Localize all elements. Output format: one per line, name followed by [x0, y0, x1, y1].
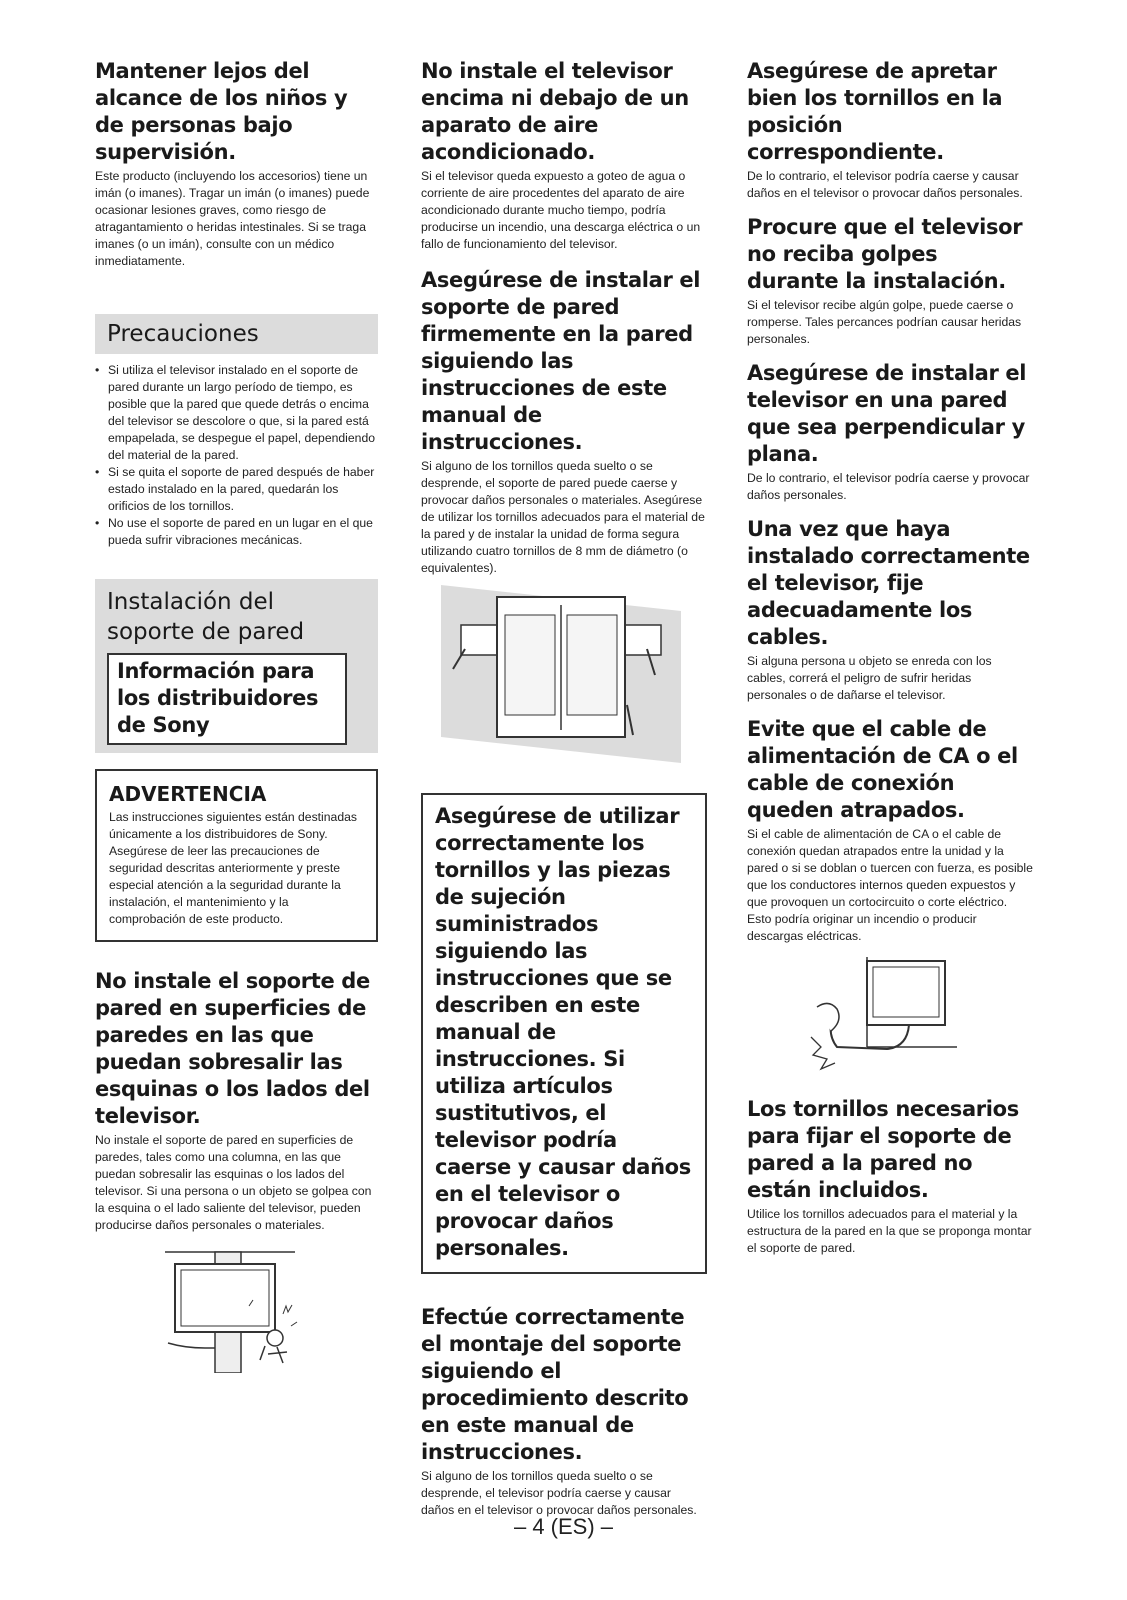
- body-screws-not-included: Utilice los tornillos adecuados para el material y la estructura de la pared en la que se proponga montar el soporte de pared.: [747, 1207, 1032, 1255]
- heading-aircon: No instale el televisor encima ni debajo de un aparato de aire acondicionado.: [421, 59, 689, 164]
- precauciones-title: Precauciones: [107, 321, 259, 347]
- warning-box: [95, 769, 378, 942]
- precauciones-header: [95, 314, 378, 354]
- body-assembly: Si alguno de los tornillos queda suelto o se desprende, el televisor podría caerse y causar daños en el televisor o provocar daños personales.: [421, 1469, 697, 1517]
- heading-assembly: Efectúe correctamente el montaje del soporte siguiendo el procedimiento descrito en este manual de instrucciones.: [421, 1305, 689, 1464]
- body-tighten: De lo contrario, el televisor podría caerse y causar daños en el televisor o provocar daños personales.: [747, 169, 1023, 200]
- heading-tighten: Asegúrese de apretar bien los tornillos en la posición correspondiente.: [747, 59, 1003, 164]
- body-cable-trapped: Si el cable de alimentación de CA o el cable de conexión quedan atrapados entre la unidad y la pared o si se doblan o tuercen con fuerza, es posible que los conductores internos queden expuestos y que provoquen un cortocircuito o corte eléctrico. Esto podría originar un incendio o producir descargas eléctricas.: [747, 827, 1033, 943]
- body-no-impact: Si el televisor recibe algún golpe, puede caerse o romperse. Tales percances podrían causar heridas personales.: [747, 298, 1022, 346]
- column-1: [95, 58, 378, 1373]
- body-corners: No instale el soporte de pared en superficies de paredes, tales como una columna, en las que puedan sobresalir las esquinas o los lados del televisor. Si una persona o un objeto se golpea con la esquina o el lado saliente del televisor, pueden producirse daños personales o materiales.: [95, 1133, 372, 1232]
- body-children: Este producto (incluyendo los accesorios) tiene un imán (o imanes). Tragar un imán (o imanes) puede ocasionar lesiones graves, como riesgo de atragantamiento o heridas intestinales. Si se traga imanes (o un imán), consulte con un médico inmediatamente.: [95, 169, 370, 268]
- precauciones-list: [95, 362, 378, 549]
- instalacion-section: [95, 579, 378, 753]
- heading-corners: No instale el soporte de pared en superficies de paredes en las que puedan sobresalir las esquinas o los lados del televisor.: [95, 969, 370, 1128]
- heading-no-impact: Procure que el televisor no reciba golpes durante la instalación.: [747, 215, 1023, 293]
- info-heading: Información para los distribuidores de Sony: [117, 659, 319, 737]
- heading-flat-wall: Asegúrese de instalar el televisor en una pared que sea perpendicular y plana.: [747, 361, 1027, 466]
- list-item: • Si se quita el soporte de pared después de haber estado instalado en la pared, quedarán los orificios de los tornillos.: [95, 464, 378, 515]
- heading-children: Mantener lejos del alcance de los niños y de personas bajo supervisión.: [95, 59, 348, 164]
- list-item: • Si utiliza el televisor instalado en el soporte de pared durante un largo período de tiempo, es posible que la pared que quede detrás o encima del televisor se descolore o que, si la pared está empapelada, se despegue el papel, dependiendo del material de la pared.: [95, 362, 378, 464]
- heading-install-firmly: Asegúrese de instalar el soporte de pared firmemente en la pared siguiendo las instrucciones de este manual de instrucciones.: [421, 268, 701, 454]
- info-box: [107, 653, 347, 745]
- heading-cables: Una vez que haya instalado correctamente el televisor, fije adecuadamente los cables.: [747, 517, 1030, 649]
- wall-bracket-illustration: [441, 585, 681, 763]
- heading-screws-not-included: Los tornillos necesarios para fijar el soporte de pared a la pared no están incluidos.: [747, 1097, 1019, 1202]
- screws-warning-heading: Asegúrese de utilizar correctamente los tornillos y las piezas de sujeción suministrados siguiendo las instrucciones que se describen en este manual de instrucciones. Si utiliza artículos sustitutivos, el televisor podría caerse y causar daños en el televisor o provocar daños personales.: [435, 804, 691, 1260]
- tv-column-illustration: [165, 1248, 305, 1373]
- column-2: [421, 58, 707, 1519]
- body-flat-wall: De lo contrario, el televisor podría caerse y provocar daños personales.: [747, 471, 1030, 502]
- screws-warning-box: [421, 793, 707, 1274]
- warning-body: Las instrucciones siguientes están destinadas únicamente a los distribuidores de Sony. Asegúrese de leer las precauciones de seguridad descritas anteriormente y preste especial atención a la seguridad durante la instalación, el mantenimiento y la comprobación de este producto.: [109, 810, 357, 926]
- body-install-firmly: Si alguno de los tornillos queda suelto o se desprende, el soporte de pared puede caerse y provocar daños personales o materiales. Asegúrese de utilizar los tornillos adecuados para el material de la pared y de instalar la unidad de forma segura utilizando cuatro tornillos de 8 mm de diámetro (o equivalentes).: [421, 459, 705, 575]
- cable-trap-illustration: [807, 957, 957, 1082]
- body-aircon: Si el televisor queda expuesto a goteo de agua o corriente de aire procedentes del aparato de aire acondicionado durante mucho tiempo, podría producirse un incendio, una descarga eléctrica o un fallo de funcionamiento del televisor.: [421, 169, 701, 251]
- page-number: – 4 (ES) –: [513, 1514, 614, 1539]
- body-cables: Si alguna persona u objeto se enreda con los cables, correrá el peligro de sufrir heridas personales o de dañarse el televisor.: [747, 654, 992, 702]
- heading-cable-trapped: Evite que el cable de alimentación de CA o el cable de conexión queden atrapados.: [747, 717, 1018, 822]
- list-item: • No use el soporte de pared en un lugar en el que pueda sufrir vibraciones mecánicas.: [95, 515, 378, 549]
- warning-title: ADVERTENCIA: [109, 782, 267, 806]
- instalacion-title: Instalación del soporte de pared: [107, 589, 305, 645]
- column-3: [747, 58, 1033, 1257]
